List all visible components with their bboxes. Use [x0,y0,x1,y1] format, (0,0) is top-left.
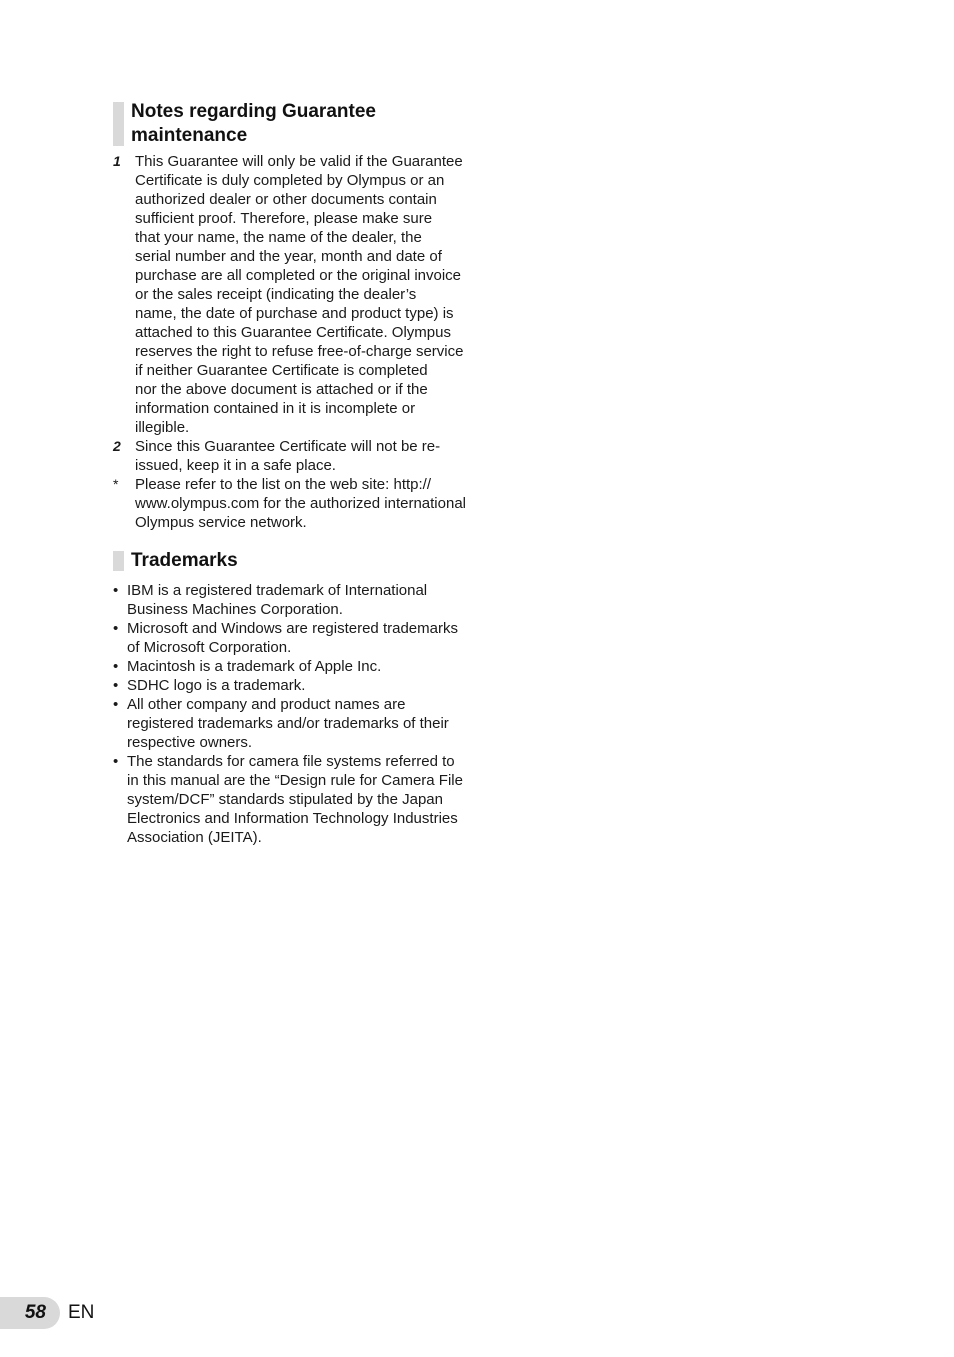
note-line: information contained in it is incomplete or [135,400,416,417]
list-item [112,695,487,752]
bullet-icon: • [113,677,119,694]
note-line: This Guarantee will only be valid if the Guarantee [135,153,463,170]
note-marker: 1 [113,153,121,169]
note-line: illegible. [135,419,190,436]
list-line: Business Machines Corporation. [127,601,343,618]
list-line: Microsoft and Windows are registered trademarks [127,620,458,637]
note-line: Since this Guarantee Certificate will not be re- [135,438,441,455]
note-line: Please refer to the list on the web site: http:// [135,476,431,493]
list-line: All other company and product names are [127,696,406,713]
list-line: Association (JEITA). [127,829,262,846]
note-line: serial number and the year, month and date of [135,248,442,265]
trademarks-list [112,581,487,847]
note-item-2 [112,437,487,475]
list-line: Macintosh is a trademark of Apple Inc. [127,658,382,675]
notes-heading [112,100,487,148]
note-line: that your name, the name of the dealer, the [135,229,422,246]
note-item-1 [112,152,487,437]
note-marker-asterisk: * [113,476,119,492]
note-line: nor the above document is attached or if the [135,381,428,398]
language-code: EN [68,1302,95,1323]
list-line: of Microsoft Corporation. [127,639,292,656]
note-marker: 2 [113,438,121,454]
list-line: in this manual are the “Design rule for Camera File [127,772,463,789]
note-line: www.olympus.com for the authorized international [135,495,466,512]
list-item [112,619,487,657]
bullet-icon: • [113,620,119,637]
note-line: if neither Guarantee Certificate is completed [135,362,428,379]
list-line: respective owners. [127,734,253,751]
content-column [112,100,487,847]
note-line: attached to this Guarantee Certificate. Olympus [135,324,451,341]
bullet-icon: • [113,582,119,599]
bullet-icon: • [113,753,119,770]
list-item [112,752,487,847]
trademarks-heading-text: Trademarks [131,550,238,571]
note-item-asterisk [112,475,487,532]
list-item [112,676,487,695]
note-line: sufficient proof. Therefore, please make sure [135,210,433,227]
heading-bar-decoration [113,102,124,146]
notes-heading-line2: maintenance [131,125,248,146]
page-number: 58 [24,1302,46,1323]
list-line: SDHC logo is a trademark. [127,677,306,694]
list-line: Electronics and Information Technology Industries [127,810,458,827]
notes-list [112,152,487,532]
note-line: purchase are all completed or the original invoice [135,267,462,284]
list-item [112,657,487,676]
note-line: or the sales receipt (indicating the dealer’s [135,286,417,303]
list-line: system/DCF” standards stipulated by the Japan [127,791,443,808]
list-line: IBM is a registered trademark of International [127,582,428,599]
note-line: reserves the right to refuse free-of-charge service [135,343,464,360]
note-line: Certificate is duly completed by Olympus or an [135,172,445,189]
heading-bar-decoration [113,551,124,571]
note-line: Olympus service network. [135,514,307,531]
notes-heading-line1: Notes regarding Guarantee [131,101,376,122]
bullet-icon: • [113,696,119,713]
note-line: name, the date of purchase and product type) is [135,305,454,322]
trademarks-heading [112,549,487,573]
page-number-tab [0,1297,60,1329]
note-line: issued, keep it in a safe place. [135,457,336,474]
note-line: authorized dealer or other documents contain [135,191,437,208]
list-item [112,581,487,619]
list-line: The standards for camera file systems referred to [127,753,455,770]
page-footer [0,1297,94,1329]
list-line: registered trademarks and/or trademarks of their [127,715,449,732]
bullet-icon: • [113,658,119,675]
